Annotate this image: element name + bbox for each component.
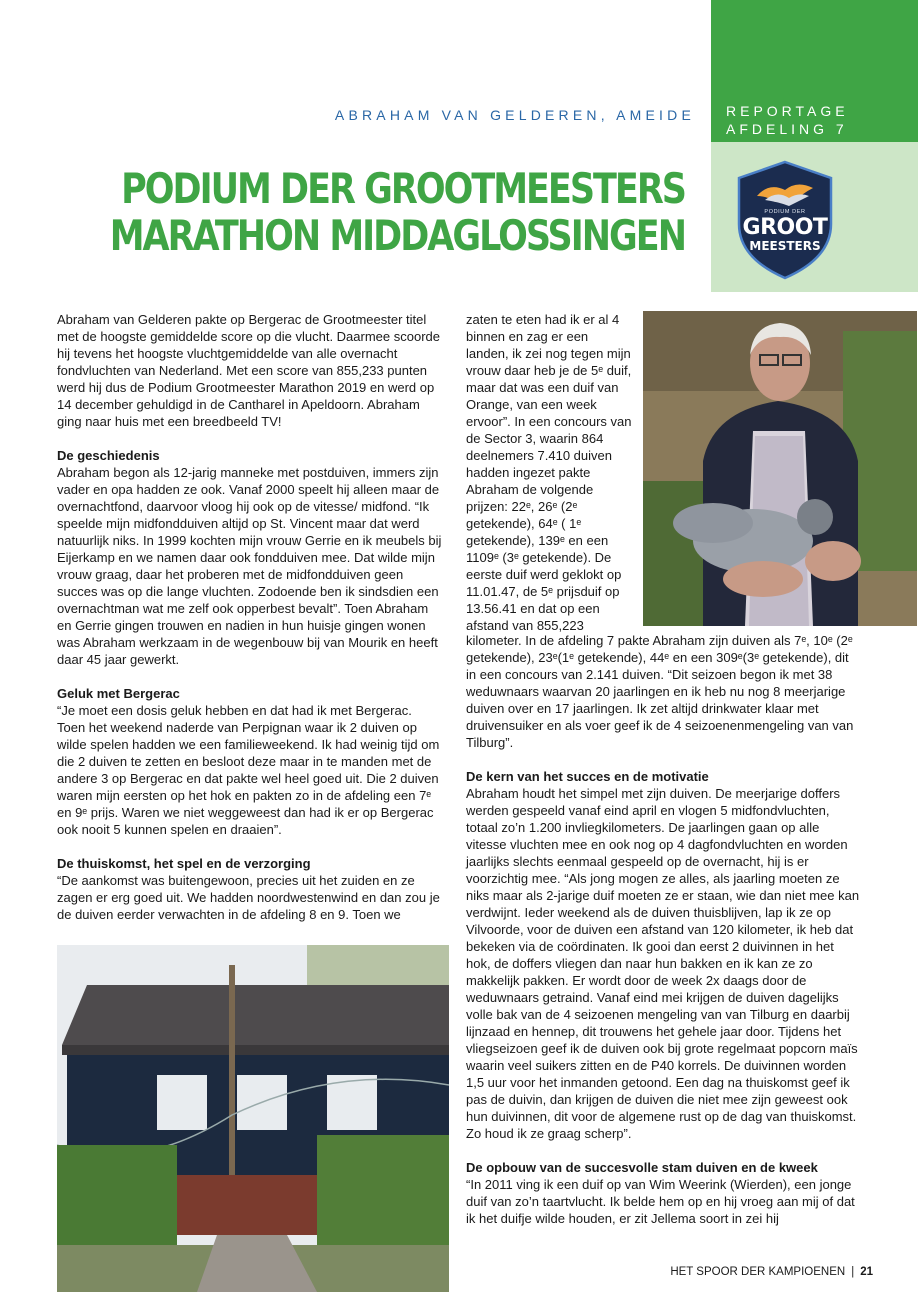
department-label: AFDELING 7: [726, 121, 848, 137]
luck-paragraph: “Je moet een dosis geluk hebben en dat had ik met Bergerac. Toen het weekend naderde van Perpignan waar ik 2 duiven op wilde spelen hadden we een familieweekend. Ik had weinig tijd om die 2 duiven te zetten en besloot deze maar in te manden met de andere 3 op Bergerac en dat pakte wel heel goed uit. Die 2 duiven waren mijn eersten op het hok en pakten zo in de afdeling een 7ᵉ en 9ᵉ prijs. Waren we niet weggeweest dan had ik er op Bergerac ook nooit 5 kunnen spelen en draaien”.: [57, 703, 440, 837]
article-kicker: ABRAHAM VAN GELDEREN, AMEIDE: [334, 107, 695, 123]
section-heading-breeding: De opbouw van de succesvolle stam duiven en de kweek: [466, 1160, 818, 1175]
photo-pigeon-loft: [57, 945, 449, 1292]
section-heading-homecoming: De thuiskomst, het spel en de verzorging: [57, 856, 311, 871]
footer-separator: |: [851, 1266, 855, 1278]
homecoming-paragraph: “De aankomst was buitengewoon, precies uit het zuiden en ze zagen er erg goed uit. We hadden noordwestenwind en dan zou je de duiven eerder verwachten in de afdeling 8 en 9. Toen we: [57, 873, 440, 922]
section-label: REPORTAGE: [726, 103, 849, 119]
headline-line-1: PODIUM DER GROOTMEESTERS: [121, 166, 685, 214]
article-column-left: [57, 311, 442, 923]
history-paragraph: Abraham begon als 12-jarig manneke met postduiven, immers zijn vader en opa hadden ze ook. Vanaf 2000 speelt hij alleen maar de overnachtfond, daarvoor vloog hij ook op de vitesse/ midfond. “Ik speelde mijn midfondduiven altijd op St. Vincent maar dat werd natuurlijk niks. In 1999 kochten mijn vrouw Gerrie en ik meubels bij Eijerkamp en we namen daar ook fondduiven mee. Dat wilde mijn vrouw graag, daar het proberen met de midfondduiven geen succes was op die lange vluchten. Zodoende ben ik sindsdien een overnachtman wat me zelf ook opperbest bevalt”. Toen Abraham en Gerrie gingen trouwen en nadien in hun huisje gingen wonen was Abraham werkzaam in de wegenbouw bij van Mourik en heeft daar 45 jaar gewerkt.: [57, 465, 442, 667]
intro-paragraph: Abraham van Gelderen pakte op Bergerac de Grootmeester titel met de hoogste gemiddelde score op die vlucht. Daarmee scoorde hij tevens het hoogste vluchtgemiddelde van alle overnacht fondvluchten van Nederland. Met een score van 855,233 punten werd hij dus de Podium Grootmeester Marathon 2019 en werd op 14 december gehuldigd in de Cantharel in Apeldoorn. Abraham ging naar huis met een breedbeeld TV!: [57, 312, 440, 429]
page-number: 21: [860, 1266, 873, 1278]
page-footer: [670, 1266, 873, 1278]
article-column-right-narrow: [466, 311, 634, 634]
article-column-right: [466, 632, 861, 1227]
badge-small-text: PODIUM DER: [764, 209, 806, 215]
badge-big-text-2: MEESTERS: [749, 239, 821, 253]
homecoming-continued: zaten te eten had ik er al 4 binnen en zag er een landen, ik zei nog tegen mijn vrouw daar heb je de 5ᵉ duif, maar dat was een duif van Orange, van een week ervoor”. In een concours van de Sector 3, waarin 864 deelnemers 7.410 duiven hadden ingezet pakte Abraham de volgende prijzen: 22ᵉ, 26ᵉ (2ᵉ getekende), 64ᵉ ( 1ᵉ getekende), 139ᵉ en een 1109ᵉ (3ᵉ getekende). De eerste duif werd geklokt op 11.01.47, de 5ᵉ prijsduif op 13.56.41 en dat op een afstand van 855,223: [466, 312, 632, 633]
publication-name: HET SPOOR DER KAMPIOENEN: [670, 1266, 846, 1278]
section-tab-header: [711, 0, 918, 142]
grootmeesters-badge-logo: [735, 160, 835, 280]
section-heading-history: De geschiedenis: [57, 448, 160, 463]
success-paragraph: Abraham houdt het simpel met zijn duiven. De meerjarige doffers werden gespeeld vanaf eind april en vlogen 5 midfondvluchten, totaal zo’n 1.200 invliegkilometers. De jaarlingen gaan op alle vitesse vluchten mee en ook nog op 4 dagfondvluchten en worden jaarlijks slechts eenmaal gespeeld op de overnacht, hij is er voorzichtig mee. “Als jong mogen ze alles, als jaarling moeten ze niks maar als 2-jarige duif moeten ze er staan, wie dan niet mee kan verdwijnt. Ieder weekend als de duiven thuisblijven, lap ik ze op Vilvoorde, voor de duiven een afstand van 120 kilometer, ik heb dat bekeken via de coördinaten. Ik gooi dan eerst 2 duivinnen in het hok, de doffers vliegen dan naar hun bakken en ik kan ze zo makkelijk pakken. Er wordt door de week 2x daags door de weduwnaars getraind. Vanaf eind mei krijgen de duiven dagelijks volle bak van de 4 seizoenen mengeling van van Tilburg en daarbij lijnzaad en hennep, dit trouwens het gehele jaar door. Tijdens het vliegseizoen geef ik de duiven ook bij grote regelmaat popcorn maïs waarin veel suikers zitten en de P40 korrels. De duivinnen worden 1,5 uur voor het inmanden getoond. Een dag na thuiskomst geef ik pas de duivin, dan krijgen de duiven die niet mee zijn geweest ook hun duivinnen, dit voor de algemene rust op de dag van thuiskomst. Zo houd ik ze graag scherp”.: [466, 786, 860, 1141]
badge-big-text: GROOT: [742, 215, 828, 240]
homecoming-continued-wide: kilometer. In de afdeling 7 pakte Abraham zijn duiven als 7ᵉ, 10ᵉ (2ᵉ getekende), 23ᵉ(1ᵉ getekende), 44ᵉ en een 309ᵉ(3ᵉ getekende), dit in een concours van 2.141 duiven. “Dit seizoen begon ik met 38 weduwnaars waarvan 20 jaarlingen en ik heb nu nog 8 meerjarige duiven over en 17 jaarlingen. Ik zet altijd drinkwater klaar met druivensuiker en als voer geef ik de 4 seizoenenmengeling van van Tilburg”.: [466, 633, 854, 750]
section-heading-luck: Geluk met Bergerac: [57, 686, 180, 701]
section-tab: [711, 0, 918, 292]
breeding-paragraph: “In 2011 ving ik een duif op van Wim Weerink (Wierden), een jonge duif van zo’n taartvlucht. Ik belde hem op en hij vroeg aan mij of dat ik het duifje wilde houden, er zit Jellema soort in zei hij: [466, 1177, 855, 1226]
section-heading-success: De kern van het succes en de motivatie: [466, 769, 709, 784]
headline-line-2: MARATHON MIDDAGLOSSINGEN: [109, 213, 685, 261]
photo-fancier-with-pigeons: [643, 311, 917, 626]
